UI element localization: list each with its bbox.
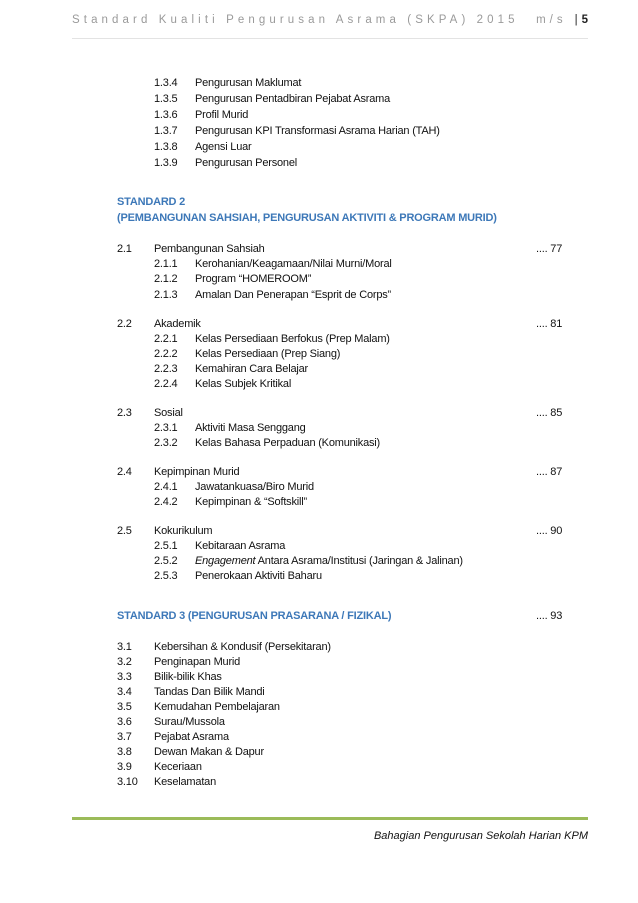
item-number: 2.3.2 bbox=[154, 437, 178, 449]
item-number: 2.1.2 bbox=[154, 273, 178, 285]
section-title: Pembangunan Sahsiah bbox=[154, 243, 265, 255]
item-number: 1.3.5 bbox=[154, 93, 178, 105]
footer-text: Bahagian Pengurusan Sekolah Harian KPM bbox=[373, 830, 588, 842]
heading-line: STANDARD 3 (PENGURUSAN PRASARANA / FIZIKAL) bbox=[117, 610, 392, 622]
item-number: 1.3.8 bbox=[154, 141, 178, 153]
item-number: 2.3.1 bbox=[154, 422, 178, 434]
page-indicator bbox=[536, 14, 588, 26]
section-title: Keceriaan bbox=[154, 761, 202, 773]
item-number: 2.1.1 bbox=[154, 258, 178, 270]
item-text: Pengurusan Maklumat bbox=[195, 77, 302, 89]
section-number: 3.10 bbox=[117, 776, 138, 788]
item-text: Kemahiran Cara Belajar bbox=[195, 363, 308, 375]
item-text: Program “HOMEROOM” bbox=[195, 273, 312, 285]
item-text: Kerohanian/Keagamaan/Nilai Murni/Moral bbox=[195, 258, 392, 270]
document-title: Standard Kualiti Pengurusan Asrama (SKPA) 2015 bbox=[72, 14, 519, 26]
item-text: Amalan Dan Penerapan “Esprit de Corps” bbox=[195, 289, 392, 301]
item-text: Agensi Luar bbox=[195, 141, 252, 153]
item-number: 2.5.1 bbox=[154, 540, 178, 552]
item-number: 2.5.3 bbox=[154, 570, 178, 582]
item-number: 2.4.2 bbox=[154, 496, 178, 508]
section-number: 2.3 bbox=[117, 407, 132, 419]
item-text: Kelas Persediaan (Prep Siang) bbox=[195, 348, 341, 360]
section-number: 3.1 bbox=[117, 641, 132, 653]
item-text: Pengurusan KPI Transformasi Asrama Harian (TAH) bbox=[195, 125, 440, 137]
page-ref: .... 87 bbox=[536, 466, 563, 478]
item-number: 1.3.4 bbox=[154, 77, 178, 89]
section-number: 2.4 bbox=[117, 466, 132, 478]
section-title: Keselamatan bbox=[154, 776, 217, 788]
page-ref: .... 90 bbox=[536, 525, 563, 537]
section-number: 3.2 bbox=[117, 656, 132, 668]
section-title: Surau/Mussola bbox=[154, 716, 225, 728]
page-separator: | bbox=[574, 14, 578, 26]
item-text: Pengurusan Pentadbiran Pejabat Asrama bbox=[195, 93, 391, 105]
section-number: 2.2 bbox=[117, 318, 132, 330]
header-rule bbox=[72, 38, 588, 39]
item-text: Kelas Bahasa Perpaduan (Komunikasi) bbox=[195, 437, 381, 449]
page-header bbox=[72, 12, 588, 32]
section-number: 3.8 bbox=[117, 746, 132, 758]
section-number: 3.5 bbox=[117, 701, 132, 713]
footer-rule bbox=[72, 817, 588, 820]
section-title: Kemudahan Pembelajaran bbox=[154, 701, 280, 713]
section-number: 3.6 bbox=[117, 716, 132, 728]
heading-line: (PEMBANGUNAN SAHSIAH, PENGURUSAN AKTIVITI & PROGRAM MURID) bbox=[117, 212, 497, 224]
item-text: Kebitaraan Asrama bbox=[195, 540, 286, 552]
section-title: Kebersihan & Kondusif (Persekitaran) bbox=[154, 641, 331, 653]
item-text: Penerokaan Aktiviti Baharu bbox=[195, 570, 322, 582]
item-text: Kelas Persediaan Berfokus (Prep Malam) bbox=[195, 333, 390, 345]
page-ref: .... 93 bbox=[536, 610, 563, 622]
item-text-italic: Engagement bbox=[195, 555, 256, 567]
item-number: 2.2.2 bbox=[154, 348, 178, 360]
page-ref: .... 81 bbox=[536, 318, 563, 330]
section-title: Pejabat Asrama bbox=[154, 731, 229, 743]
item-number: 2.2.4 bbox=[154, 378, 178, 390]
item-text: Jawatankuasa/Biro Murid bbox=[195, 481, 314, 493]
item-text: Kepimpinan & “Softskill” bbox=[195, 496, 307, 508]
page-ref: .... 85 bbox=[536, 407, 563, 419]
item-number: 1.3.9 bbox=[154, 157, 178, 169]
section-title: Penginapan Murid bbox=[154, 656, 241, 668]
section-title: Dewan Makan & Dapur bbox=[154, 746, 264, 758]
section-number: 2.5 bbox=[117, 525, 132, 537]
item-text bbox=[195, 553, 463, 569]
section-number: 3.3 bbox=[117, 671, 132, 683]
page-number: 5 bbox=[581, 14, 588, 26]
section-title: Kepimpinan Murid bbox=[154, 466, 240, 478]
section-number: 3.9 bbox=[117, 761, 132, 773]
page-ref: .... 77 bbox=[536, 243, 563, 255]
item-number: 2.5.2 bbox=[154, 555, 178, 567]
section-title: Kokurikulum bbox=[154, 525, 213, 537]
item-text-rest: Antara Asrama/Institusi (Jaringan & Jalinan) bbox=[255, 555, 463, 567]
item-number: 2.2.3 bbox=[154, 363, 178, 375]
section-title: Tandas Dan Bilik Mandi bbox=[154, 686, 265, 698]
section-number: 3.7 bbox=[117, 731, 132, 743]
item-text: Profil Murid bbox=[195, 109, 249, 121]
item-number: 2.2.1 bbox=[154, 333, 178, 345]
section-title: Bilik-bilik Khas bbox=[154, 671, 222, 683]
page-label: m/s bbox=[536, 14, 567, 26]
item-text: Kelas Subjek Kritikal bbox=[195, 378, 292, 390]
heading-line: STANDARD 2 bbox=[117, 196, 186, 208]
item-number: 2.1.3 bbox=[154, 289, 178, 301]
section-number: 2.1 bbox=[117, 243, 132, 255]
item-number: 1.3.6 bbox=[154, 109, 178, 121]
item-number: 1.3.7 bbox=[154, 125, 178, 137]
section-title: Sosial bbox=[154, 407, 183, 419]
section-number: 3.4 bbox=[117, 686, 132, 698]
item-number: 2.4.1 bbox=[154, 481, 178, 493]
item-text: Aktiviti Masa Senggang bbox=[195, 422, 306, 434]
section-title: Akademik bbox=[154, 318, 201, 330]
item-text: Pengurusan Personel bbox=[195, 157, 297, 169]
